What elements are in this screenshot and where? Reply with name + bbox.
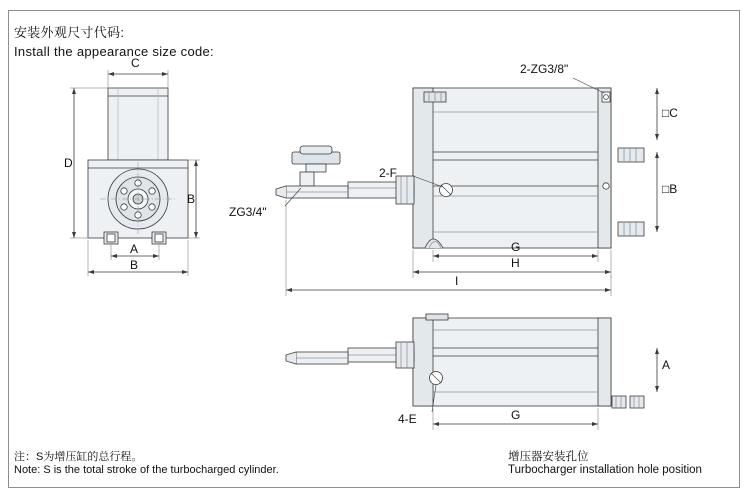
page-title-en: Install the appearance size code:	[14, 44, 214, 59]
caption-en: Turbocharger installation hole position	[508, 464, 702, 476]
page-title-cn: 安装外观尺寸代码:	[14, 25, 125, 40]
dim-label-a-front: A	[130, 242, 139, 256]
dim-label-i: I	[455, 274, 459, 288]
dim-label-h: H	[511, 256, 520, 270]
dim-label-a-side: A	[662, 358, 671, 372]
dim-label-square-b: □B	[662, 182, 678, 196]
dim-label-g-top: G	[511, 240, 521, 254]
note-cn: 注：S为增压缸的总行程。	[14, 451, 143, 463]
dim-label-d-front: D	[64, 156, 73, 170]
note-en: Note: S is the total stroke of the turbocharged cylinder.	[14, 464, 279, 476]
dim-label-square-c: □C	[662, 106, 678, 120]
port-label-zg34: ZG3/4"	[229, 205, 267, 219]
dim-label-g-bottom: G	[511, 408, 521, 422]
dim-label-b-front-right: B	[187, 192, 196, 206]
caption-cn: 增压器安装孔位	[508, 451, 589, 463]
hole-label-4e: 4-E	[398, 412, 417, 426]
dim-label-b-front-bottom: B	[130, 258, 139, 272]
port-label-zg38: 2-ZG3/8"	[520, 62, 569, 76]
dim-label-c-front: C	[131, 56, 140, 70]
hole-label-2f: 2-F	[379, 166, 397, 180]
